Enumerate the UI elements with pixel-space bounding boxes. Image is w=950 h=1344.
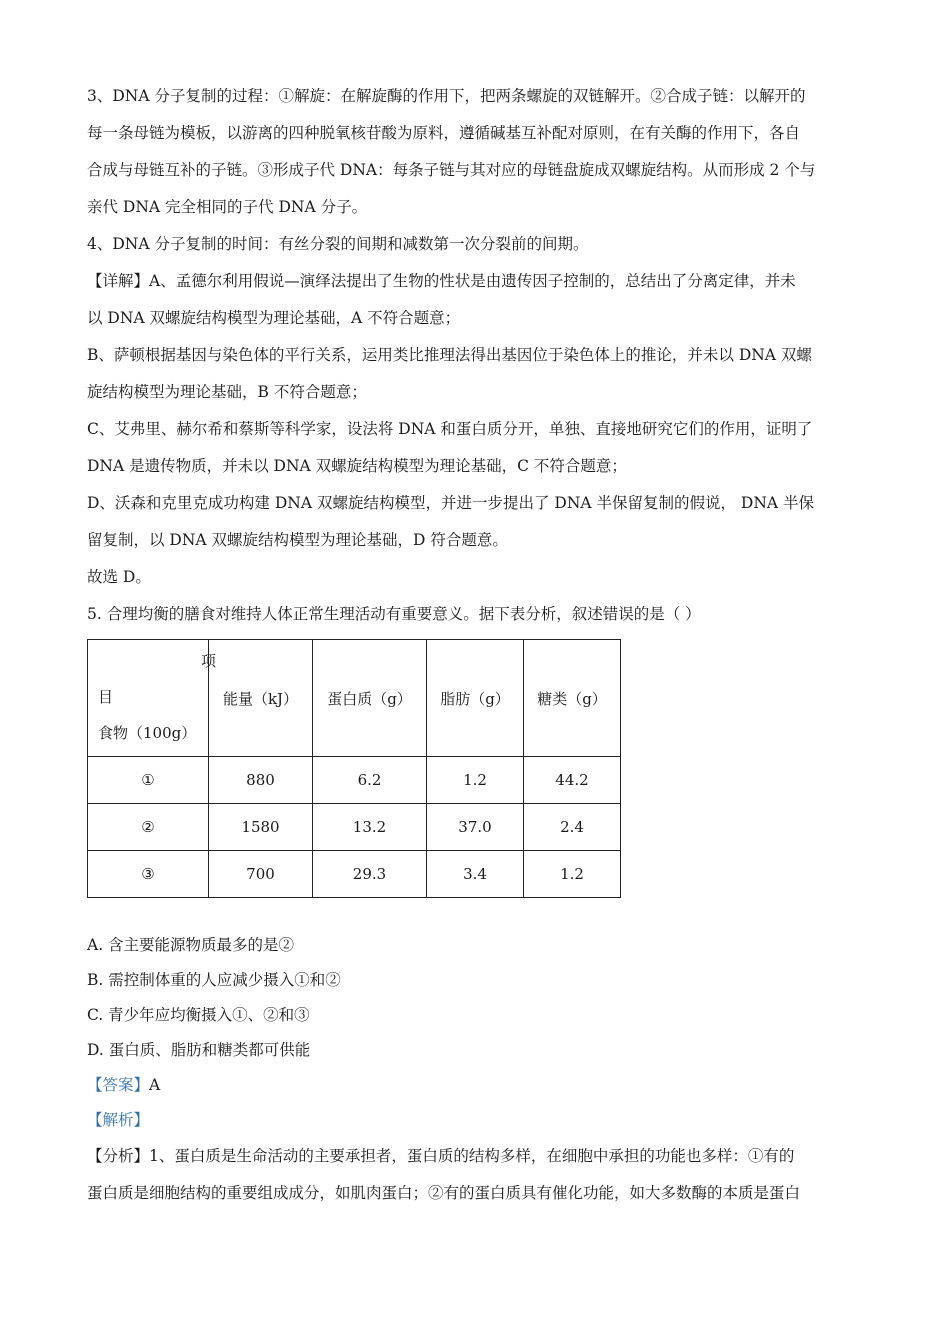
text-line: 旋结构模型为理论基础，B 不符合题意； (87, 383, 367, 401)
table-cell: 2.4 (524, 804, 621, 851)
table-cell: 37.0 (427, 804, 524, 851)
table-cell: 700 (209, 851, 313, 898)
text-line: 以 DNA 双螺旋结构模型为理论基础，A 不符合题意； (87, 309, 461, 327)
table-cell: 13.2 (313, 804, 427, 851)
text-line: 4、DNA 分子复制的时间：有丝分裂的间期和减数第一次分裂前的间期。 (87, 235, 589, 253)
analysis-label: 【解析】 (87, 1111, 150, 1129)
column-header-protein: 蛋白质（g） (313, 640, 427, 757)
row-label: ③ (88, 851, 209, 898)
text-line: 【分析】1、蛋白质是生命活动的主要承担者，蛋白质的结构多样，在细胞中承担的功能也多样：①有的 (87, 1147, 795, 1165)
table-cell: 880 (209, 757, 313, 804)
column-header-energy: 能量（kJ） (209, 640, 313, 757)
table-cell: 44.2 (524, 757, 621, 804)
text-line: 留复制，以 DNA 双螺旋结构模型为理论基础，D 符合题意。 (87, 531, 508, 549)
corner-label-item: 项 (200, 652, 216, 670)
text-line: DNA 是遗传物质，并未以 DNA 双螺旋结构模型为理论基础，C 不符合题意； (87, 457, 627, 475)
answer-label: 【答案】 (87, 1076, 150, 1094)
table-cell: 1580 (209, 804, 313, 851)
text-line: 故选 D。 (87, 568, 151, 586)
corner-label-food: 食物（100g） (98, 724, 197, 742)
table-cell: 1.2 (524, 851, 621, 898)
document-body (87, 78, 867, 1212)
column-header-fat: 脂肪（g） (427, 640, 524, 757)
option-c: C. 青少年应均衡摄入①、②和③ (87, 1006, 310, 1024)
question-stem: 5. 合理均衡的膳食对维持人体正常生理活动有重要意义。据下表分析，叙述错误的是（ ） (87, 605, 701, 623)
text-line: 【详解】A、孟德尔利用假说—演绎法提出了生物的性状是由遗传因子控制的，总结出了分离定律，并未 (87, 272, 796, 290)
answer-value: A (149, 1076, 161, 1094)
table-cell: 29.3 (313, 851, 427, 898)
nutrition-table (87, 639, 621, 898)
text-line: 亲代 DNA 完全相同的子代 DNA 分子。 (87, 198, 368, 216)
answer-line (87, 1068, 867, 1103)
table-row (88, 804, 621, 851)
text-line: 蛋白质是细胞结构的重要组成成分，如肌肉蛋白；②有的蛋白质具有催化功能，如大多数酶的本质是蛋白 (87, 1184, 801, 1202)
table-row (88, 851, 621, 898)
text-line: 3、DNA 分子复制的过程：①解旋：在解旋酶的作用下，把两条螺旋的双链解开。②合成子链：以解开的 (87, 87, 806, 105)
text-line: 合成与母链互补的子链。③形成子代 DNA：每条子链与其对应的母链盘旋成双螺旋结构。从而形成 2 个与 (87, 161, 816, 179)
text-line: C、艾弗里、赫尔希和蔡斯等科学家，设法将 DNA 和蛋白质分开，单独、直接地研究它们的作用，证明了 (87, 420, 813, 438)
table-cell: 1.2 (427, 757, 524, 804)
table-cell: 3.4 (427, 851, 524, 898)
table-cell: 6.2 (313, 757, 427, 804)
row-label: ② (88, 804, 209, 851)
table-corner-cell (88, 640, 216, 757)
option-d: D. 蛋白质、脂肪和糖类都可供能 (87, 1041, 311, 1059)
table-row (88, 757, 621, 804)
table-header-row (88, 640, 621, 757)
text-line: D、沃森和克里克成功构建 DNA 双螺旋结构模型，并进一步提出了 DNA 半保留复制的假说， DNA 半保 (87, 494, 815, 512)
option-b: B. 需控制体重的人应减少摄入①和② (87, 971, 341, 989)
option-a: A. 含主要能源物质最多的是② (87, 936, 295, 954)
text-line: 每一条母链为模板，以游离的四种脱氧核苷酸为原料，遵循碱基互补配对原则，在有关酶的作用下，各自 (87, 124, 801, 142)
column-header-carbs: 糖类（g） (524, 640, 621, 757)
row-label: ① (88, 757, 209, 804)
corner-label-mu: 目 (98, 688, 114, 706)
text-line: B、萨顿根据基因与染色体的平行关系，运用类比推理法得出基因位于染色体上的推论，并未以 DNA 双螺 (87, 346, 812, 364)
